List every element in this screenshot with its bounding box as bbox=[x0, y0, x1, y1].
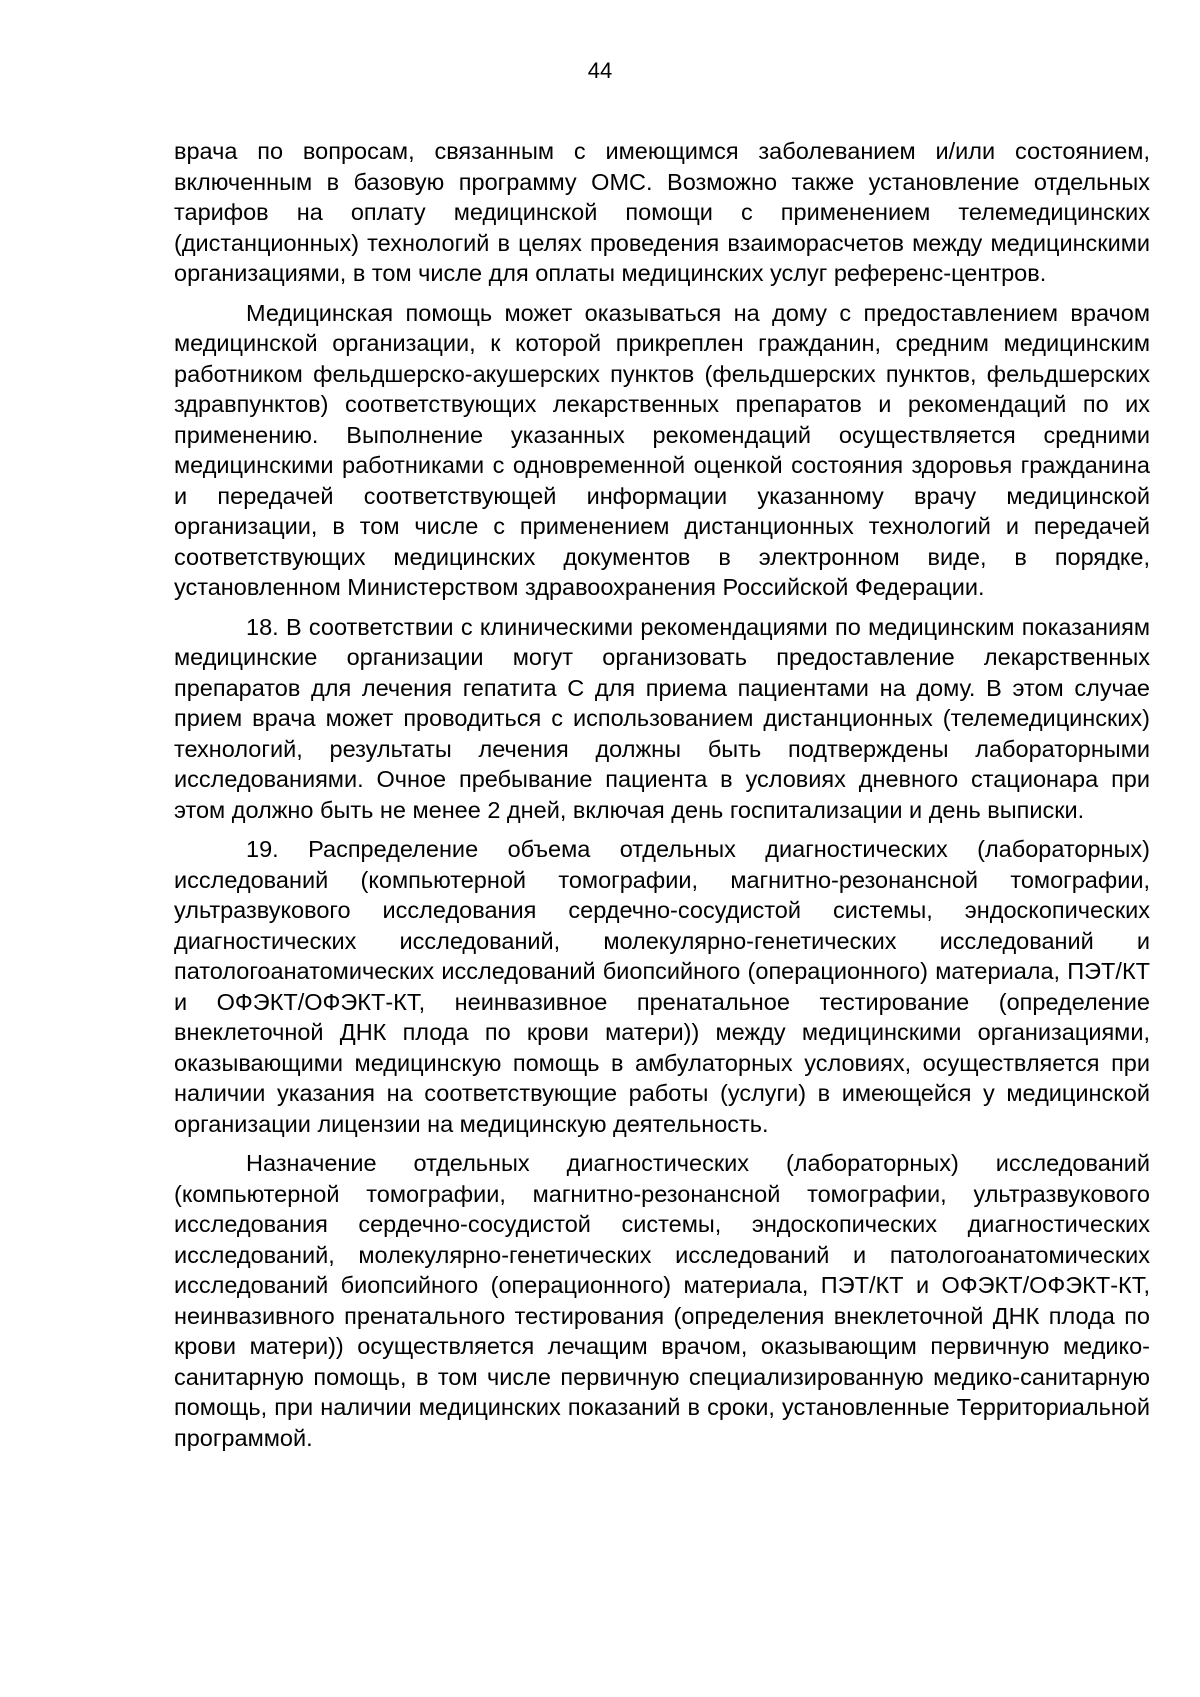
paragraph-item-19: 19. Распределение объема отдельных диагностических (лабораторных) исследований (компьютерной томографии, магнитно-резонансной томографии, ультразвукового исследования сердечно-сосудистой системы, эндоскопических диагностических исследований, молекулярно-генетических исследований и патологоанатомических исследований биопсийного (операционного) материала, ПЭТ/КТ и ОФЭКТ/ОФЭКТ-КТ, неинвазивное пренатальное тестирование (определение внеклеточной ДНК плода по крови матери)) между медицинскими организациями, оказывающими медицинскую помощь в амбулаторных условиях, осуществляется при наличии указания на соответствующие работы (услуги) в имеющейся у медицинской организации лицензии на медицинскую деятельность. bbox=[174, 836, 1150, 1137]
paragraph-diagnostics-assignment: Назначение отдельных диагностических (лабораторных) исследований (компьютерной томографии, магнитно-резонансной томографии, ультразвукового исследования сердечно-сосудистой системы, эндоскопических диагностических исследований, молекулярно-генетических исследований и патологоанатомических исследований биопсийного (операционного) материала, ПЭТ/КТ и ОФЭКТ/ОФЭКТ-КТ, неинвазивного пренатального тестирования (определения внеклеточной ДНК плода по крови матери)) осуществляется лечащим врачом, оказывающим первичную медико-санитарную помощь, в том числе первичную специализированную медико-санитарную помощь, при наличии медицинских показаний в сроки, установленные Территориальной программой. bbox=[174, 1150, 1150, 1451]
document-body bbox=[174, 136, 1150, 1462]
page-number: 44 bbox=[587, 58, 613, 83]
paragraph-item-18: 18. В соответствии с клиническими рекомендациями по медицинским показаниям медицинские организации могут организовать предоставление лекарственных препаратов для лечения гепатита С для приема пациентами на дому. В этом случае прием врача может проводиться с использованием дистанционных (телемедицинских) технологий, результаты лечения должны быть подтверждены лабораторными исследованиями. Очное пребывание пациента в условиях дневного стационара при этом должно быть не менее 2 дней, включая день госпитализации и день выписки. bbox=[174, 613, 1150, 823]
paragraph-continuation: врача по вопросам, связанным с имеющимся заболеванием и/или состоянием, включенным в базовую программу ОМС. Возможно также установление отдельных тарифов на оплату медицинской помощи с применением телемедицинских (дистанционных) технологий в целях проведения взаиморасчетов между медицинскими организациями, в том числе для оплаты медицинских услуг референс-центров. bbox=[174, 138, 1150, 286]
paragraph-home-care: Медицинская помощь может оказываться на дому с предоставлением врачом медицинской организации, к которой прикреплен гражданин, средним медицинским работником фельдшерско-акушерских пунктов (фельдшерских пунктов, фельдшерских здравпунктов) соответствующих лекарственных препаратов и рекомендаций по их применению. Выполнение указанных рекомендаций осуществляется средними медицинскими работниками с одновременной оценкой состояния здоровья гражданина и передачей соответствующей информации указанному врачу медицинской организации, в том числе с применением дистанционных технологий и передачей соответствующих медицинских документов в электронном виде, в порядке, установленном Министерством здравоохранения Российской Федерации. bbox=[174, 299, 1150, 600]
